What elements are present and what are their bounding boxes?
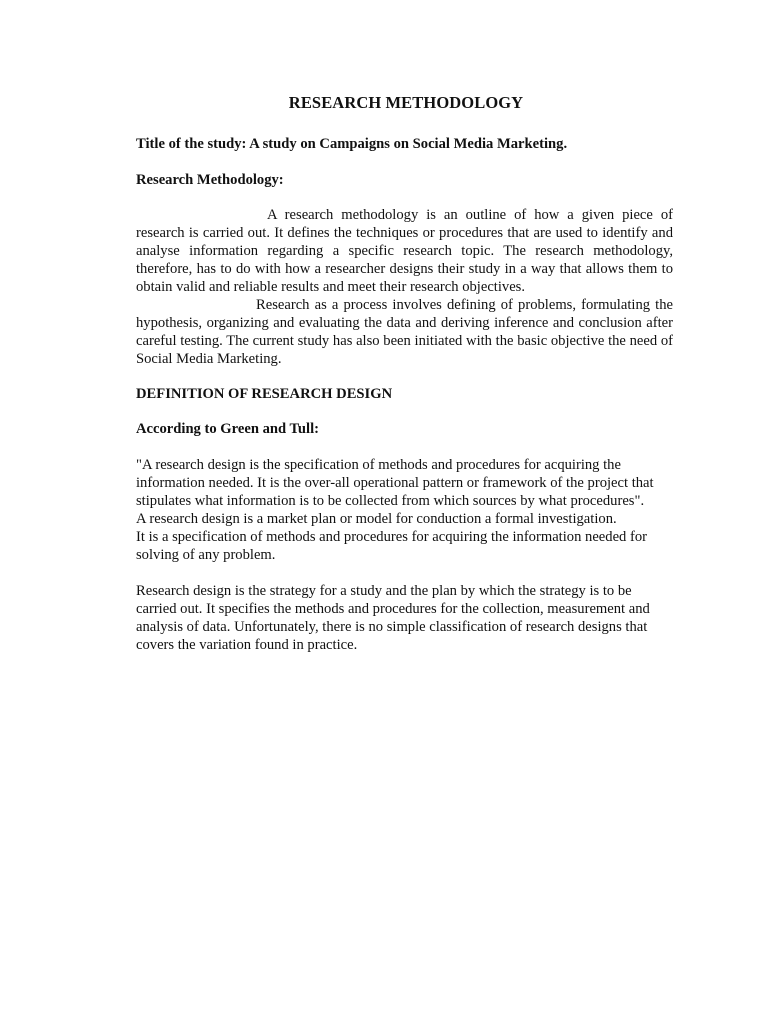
study-title: Title of the study: A study on Campaigns on Social Media Marketing.	[136, 136, 568, 152]
research-methodology-heading: Research Methodology:	[136, 172, 284, 188]
definition-line-market-plan: A research design is a market plan or model for conduction a formal investigation.	[136, 511, 617, 527]
research-design-paragraph: Research design is the strategy for a study and the plan by which the strategy is to be carried out. It specifies the methods and procedures for the collection, measurement and analysis of data. Unfortunately, there is no simple classification of research designs that covers the variation found in practice.	[136, 583, 650, 653]
definition-line-specification: It is a specification of methods and procedures for acquiring the information needed for solving of any problem.	[136, 529, 648, 563]
document-title: RESEARCH METHODOLOGY	[288, 93, 524, 112]
methodology-paragraph-2: Research as a process involves defining of problems, formulating the hypothesis, organizing and evaluating the data and deriving inference and conclusion after careful testing. The current study has also been initiated with the basic objective the need of Social Media Marketing.	[136, 297, 673, 367]
definition-quote: "A research design is the specification of methods and procedures for acquiring the information needed. It is the over-all operational pattern or framework of the project that stipulates what information is to be collected from which sources by what procedures".	[136, 457, 654, 509]
green-tull-subheading: According to Green and Tull:	[136, 421, 319, 437]
methodology-paragraph-1: A research methodology is an outline of how a given piece of research is carried out. It defines the techniques or procedures that are used to identify and analyse information regarding a specific research topic. The research methodology, therefore, has to do with how a researcher designs their study in a way that allows them to obtain valid and reliable results and meet their research objectives.	[136, 207, 673, 295]
research-design-heading: DEFINITION OF RESEARCH DESIGN	[136, 386, 393, 402]
